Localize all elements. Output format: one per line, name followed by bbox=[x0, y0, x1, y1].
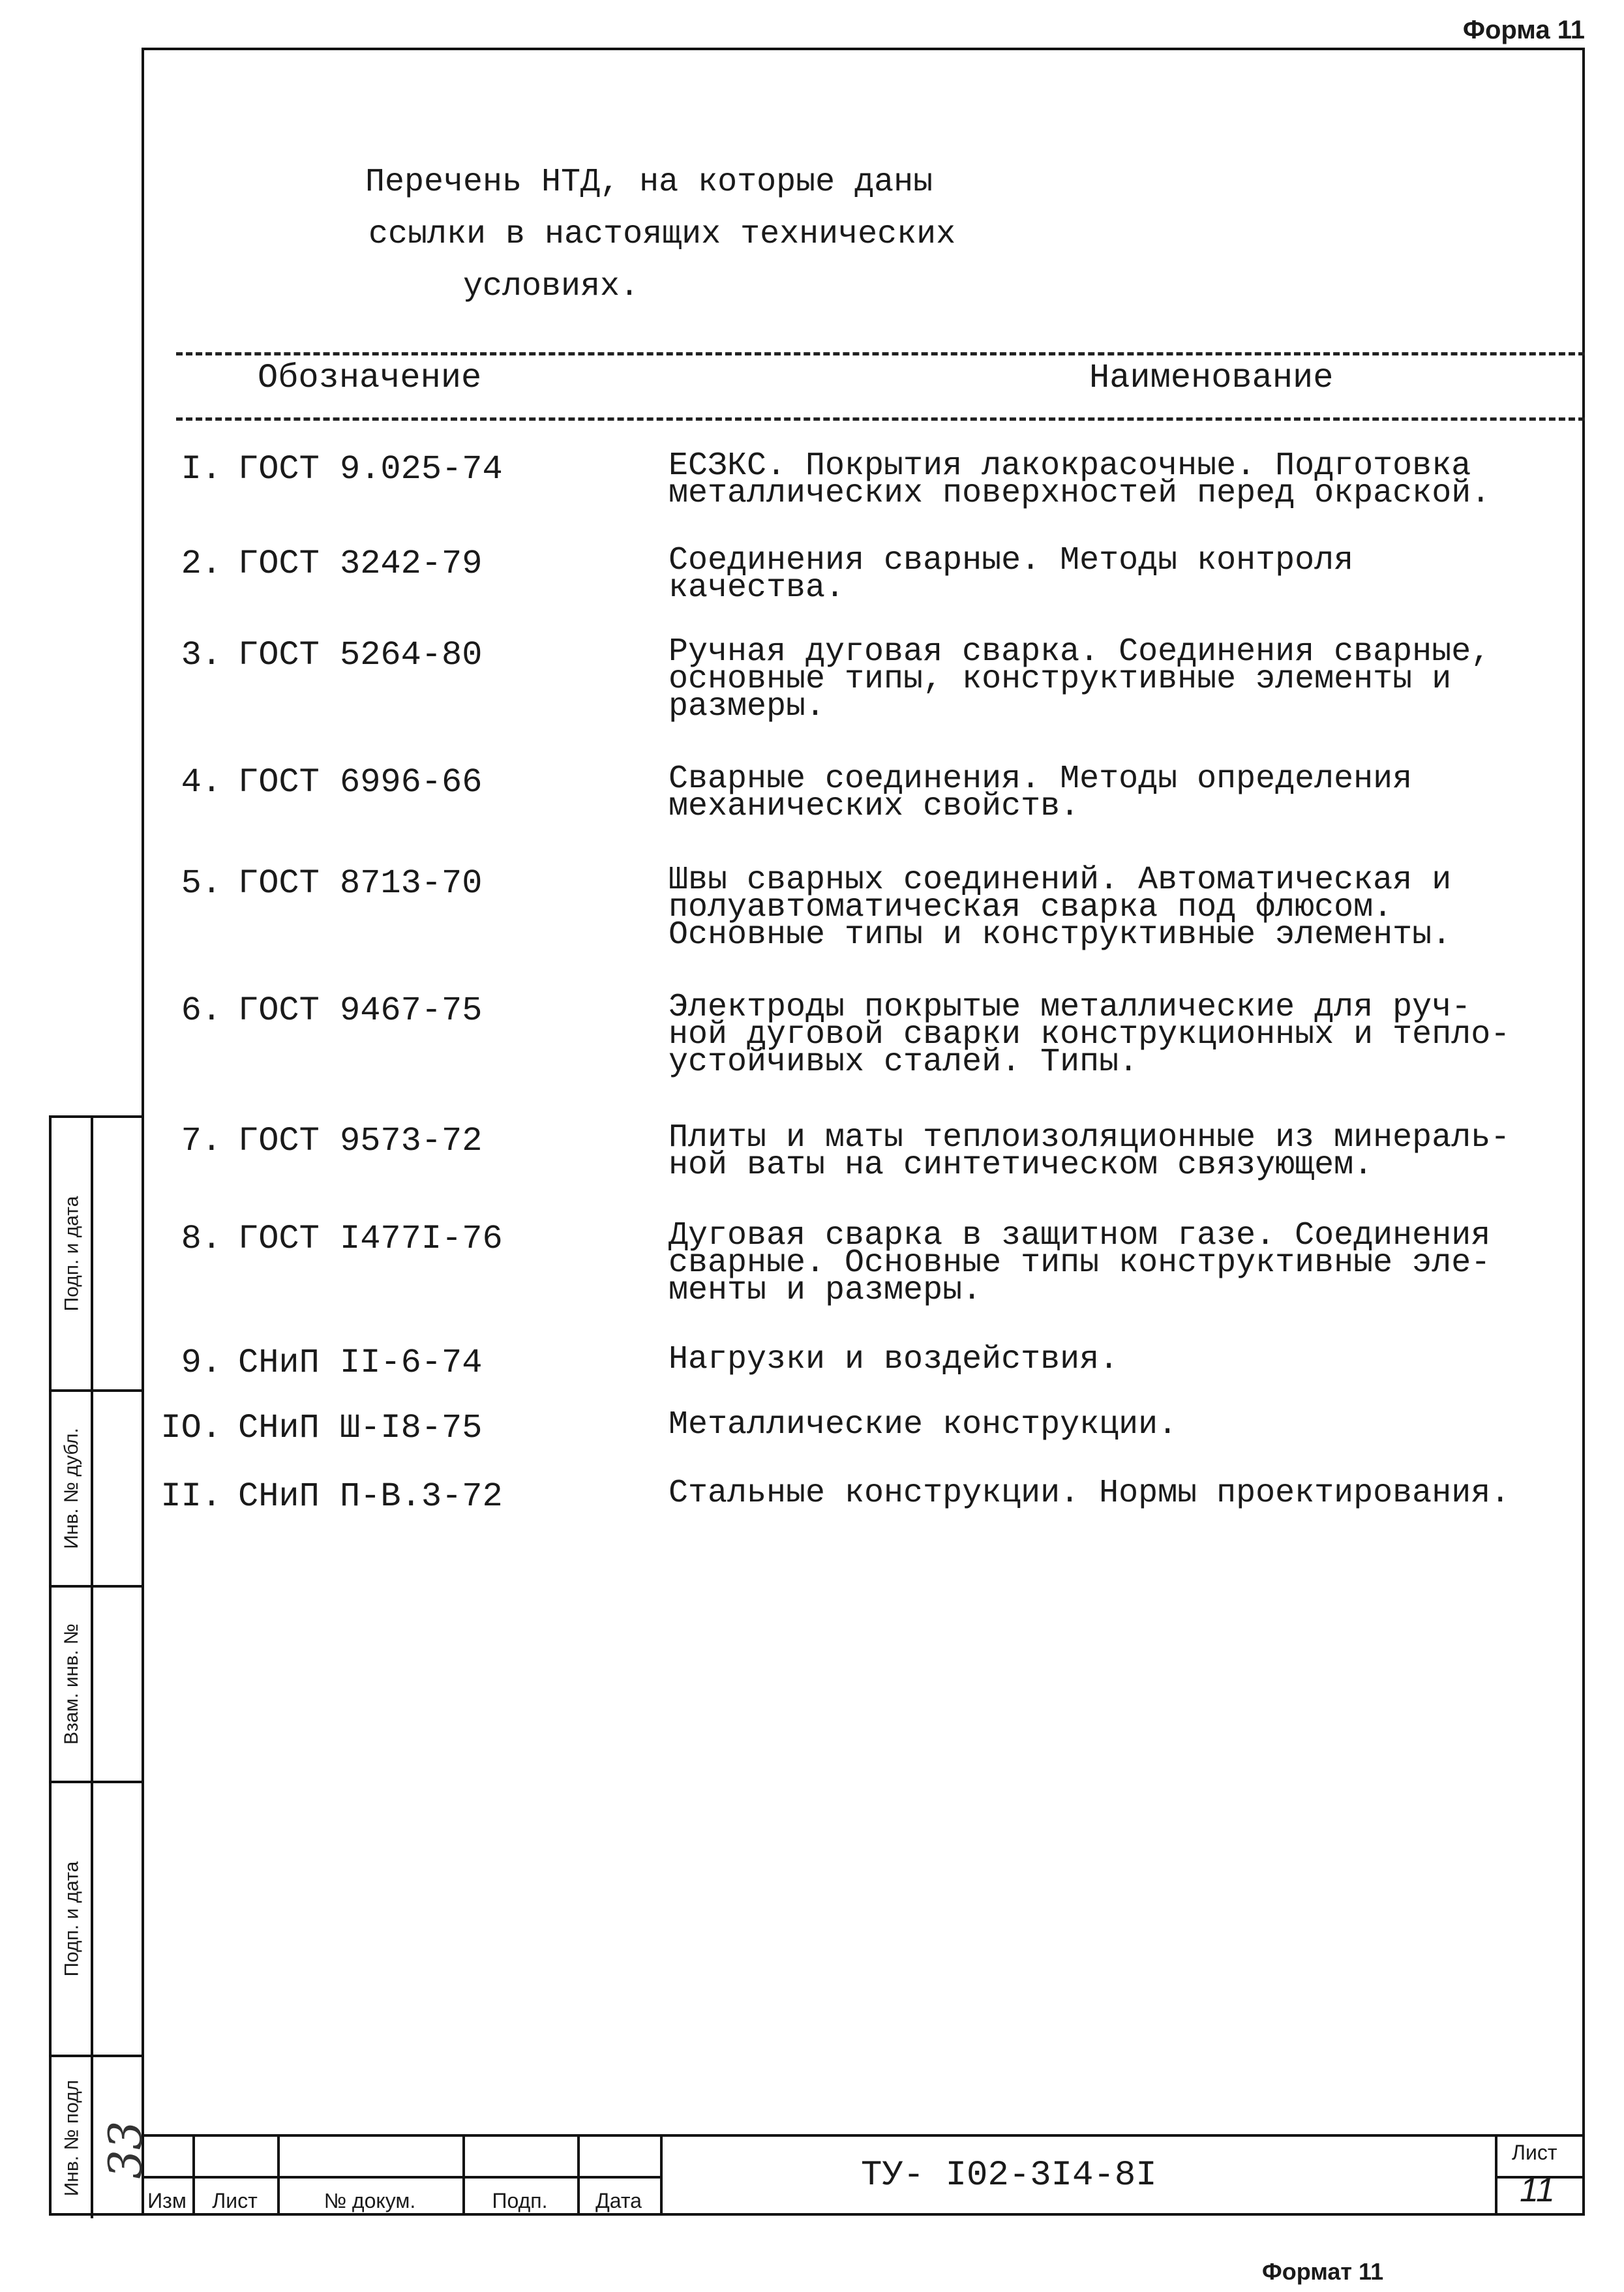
stamp-label-date: Дата bbox=[595, 2189, 642, 2212]
row-name bbox=[669, 1406, 1562, 1443]
side-stamp-label: Подп. и дата bbox=[61, 1861, 82, 1977]
side-stamp-label: Инв. № подл bbox=[61, 2079, 83, 2196]
row-name bbox=[669, 1217, 1562, 1309]
row-name-line: Основные типы и конструктивные элементы. bbox=[669, 916, 1452, 954]
row-code: СНиП II-6-74 bbox=[238, 1344, 483, 1382]
row-number: 8. bbox=[181, 1220, 222, 1258]
row-name-line: устойчивых сталей. Типы. bbox=[669, 1044, 1139, 1081]
column-header-code: Обозначение bbox=[258, 359, 482, 397]
row-code: ГОСТ 9467-75 bbox=[238, 991, 483, 1030]
row-name-line: основные типы, конструктивные элементы и bbox=[669, 661, 1452, 698]
row-number: IO. bbox=[160, 1409, 222, 1447]
document-title bbox=[365, 157, 1148, 313]
row-name bbox=[669, 542, 1562, 607]
form-label: Форма 11 bbox=[1462, 16, 1585, 44]
row-number: 4. bbox=[181, 763, 222, 802]
row-name-line: Швы сварных соединений. Автоматическая и bbox=[669, 862, 1452, 899]
stamp-label-doc-number: № докум. bbox=[323, 2189, 416, 2212]
row-name bbox=[669, 1119, 1562, 1184]
header-divider-top bbox=[176, 352, 1585, 355]
row-name-line: ной дуговой сварки конструкционных и тепло- bbox=[669, 1016, 1511, 1053]
row-name-line: Дуговая сварка в защитном газе. Соединения bbox=[669, 1217, 1491, 1254]
row-code: ГОСТ 3242-79 bbox=[238, 545, 483, 583]
row-name-line: металлических поверхностей перед окраской. bbox=[669, 475, 1491, 512]
row-name-line: качества. bbox=[669, 569, 845, 607]
sheet-label: Лист bbox=[1512, 2141, 1557, 2164]
title-line: ссылки в настоящих технических bbox=[368, 216, 956, 253]
side-stamp-label: Подп. и дата bbox=[61, 1196, 82, 1312]
row-number: 7. bbox=[181, 1122, 222, 1160]
row-code: ГОСТ 6996-66 bbox=[238, 763, 483, 802]
row-name-line: ЕСЗКС. Покрытия лакокрасочные. Подготовка bbox=[669, 447, 1471, 485]
row-name-line: Стальные конструкции. Нормы проектирования. bbox=[669, 1475, 1511, 1512]
row-name-line: ной ваты на синтетическом связующем. bbox=[669, 1147, 1374, 1184]
side-stamp-label: Взам. инв. № bbox=[61, 1623, 83, 1745]
row-name bbox=[669, 633, 1562, 725]
format-label: Формат 11 bbox=[1262, 2258, 1384, 2285]
row-code: ГОСТ I477I-76 bbox=[238, 1220, 503, 1258]
row-name bbox=[669, 1341, 1562, 1378]
side-stamp-label: Инв. № дубл. bbox=[61, 1428, 82, 1549]
row-name-line: Плиты и маты теплоизоляционные из минераль- bbox=[669, 1119, 1511, 1156]
row-name-line: Сварные соединения. Методы определения bbox=[669, 761, 1413, 798]
row-number: 3. bbox=[181, 636, 222, 674]
row-number: 6. bbox=[181, 991, 222, 1030]
sheet-number: 11 bbox=[1520, 2171, 1555, 2209]
row-number: 9. bbox=[181, 1344, 222, 1382]
handwritten-inventory-number: 33 bbox=[98, 2120, 153, 2179]
side-stamp-strip bbox=[49, 1115, 142, 2216]
row-name-line: сварные. Основные типы конструктивные эле- bbox=[669, 1244, 1491, 1282]
stamp-label-signature: Подп. bbox=[492, 2189, 548, 2212]
row-code: ГОСТ 5264-80 bbox=[238, 636, 483, 674]
side-stamp-cell bbox=[52, 1783, 142, 2057]
stamp-label-sheet: Лист bbox=[212, 2189, 258, 2212]
side-stamp-cell bbox=[52, 1118, 142, 1392]
row-name bbox=[669, 862, 1562, 954]
row-name-line: Соединения сварные. Методы контроля bbox=[669, 542, 1354, 579]
row-number: II. bbox=[160, 1477, 222, 1516]
row-number: 2. bbox=[181, 545, 222, 583]
row-name-line: Металлические конструкции. bbox=[669, 1406, 1178, 1443]
row-name-line: Нагрузки и воздействия. bbox=[669, 1341, 1119, 1378]
row-code: СНиП Ш-I8-75 bbox=[238, 1409, 483, 1447]
row-name bbox=[669, 989, 1562, 1081]
row-code: СНиП П-В.3-72 bbox=[238, 1477, 503, 1516]
title-line: условиях. bbox=[463, 268, 640, 305]
header-divider-bottom bbox=[176, 417, 1585, 421]
row-name bbox=[669, 761, 1562, 825]
row-name-line: полуавтоматическая сварка под флюсом. bbox=[669, 889, 1393, 926]
row-number: I. bbox=[181, 450, 222, 489]
row-name bbox=[669, 447, 1562, 512]
row-code: ГОСТ 9.025-74 bbox=[238, 450, 503, 489]
row-code: ГОСТ 8713-70 bbox=[238, 864, 483, 903]
row-name-line: механических свойств. bbox=[669, 788, 1080, 825]
row-name-line: менты и размеры. bbox=[669, 1272, 982, 1309]
row-name-line: Ручная дуговая сварка. Соединения сварные, bbox=[669, 633, 1491, 671]
row-name bbox=[669, 1475, 1562, 1512]
title-line: Перечень НТД, на которые даны bbox=[365, 164, 933, 201]
row-name-line: размеры. bbox=[669, 688, 826, 725]
side-stamp-cell bbox=[52, 1392, 142, 1588]
stamp-label-change: Изм bbox=[147, 2189, 187, 2212]
document-code: ТУ- I02-3I4-8I bbox=[861, 2156, 1157, 2195]
side-stamp-cell bbox=[52, 1588, 142, 1783]
row-code: ГОСТ 9573-72 bbox=[238, 1122, 483, 1160]
row-number: 5. bbox=[181, 864, 222, 903]
column-header-name: Наименование bbox=[1089, 359, 1334, 397]
row-name-line: Электроды покрытые металлические для руч- bbox=[669, 989, 1471, 1026]
